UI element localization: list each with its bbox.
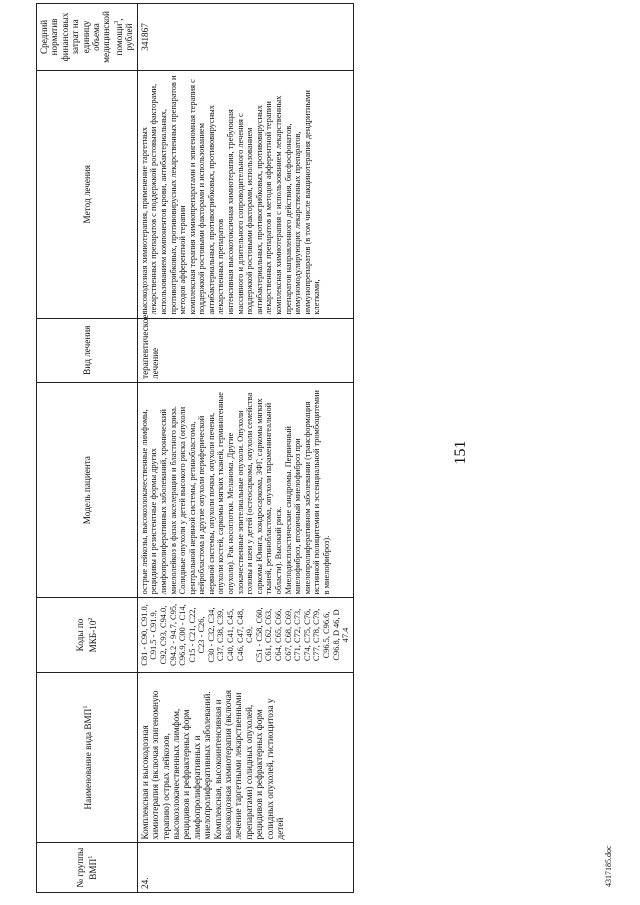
header-name <box>37 672 138 843</box>
method-part-2: комплексная терапия химиопрепаратами и эпигеномная терапия с поддержкой ростовыми факторами и использованием антибактериальных, противогрибковых, противовирусных лекарственных препаратов <box>187 79 226 315</box>
header-group <box>37 843 138 893</box>
header-codes-text: Коды по МКБ-10 <box>75 618 98 653</box>
header-name-sup: 1 <box>82 705 89 709</box>
header-method: Метод лечения <box>37 70 138 318</box>
cell-codes <box>137 598 353 672</box>
cell-name: Комплексная и высокодозная химиотерапия (включая эпигеномную терапию) острых лейкозов, высокозлокачественных лимфом, рецидивов и рефрактерных форм лимфопролиферативных и миелопролиферативных заболеваний. Комплексная, высокоинтенсивная и высокодозная химиотерапия (включая лечение таргетными лекарственными препаратами) солидных опухолей, рецидивов и рефрактерных форм солидных опухолей, гистиоцитоза у детей <box>137 672 353 843</box>
header-cost-unit: , рублей <box>113 18 135 51</box>
method-part-3: интенсивная высокотоксичная химиотерапия, требующая массивного и длительного сопроводительного лечения с поддержкой ростовыми факторами, использованием антибактериальных, противогрибковых, противовирусных лекарственных препаратов и методов афферентной терапии <box>226 101 274 315</box>
model-part-2: Миелодиспластические синдромы. Первичный миелофиброз, вторичный миелофиброз при миелопролиферативном заболевании (трансформация истинной полицитемии и эссенциальной тромбоцитемии в миелофиброз). <box>283 390 331 595</box>
cell-cost: 341867 <box>137 4 353 71</box>
header-codes-sup: 2 <box>87 617 94 621</box>
document-id: 4317185.doc <box>604 845 613 887</box>
table-row <box>137 4 353 893</box>
header-cost-sup: 3 <box>113 20 120 24</box>
method-part-4: комплексная химиотерапия с использованием лекарственных препаратов направленного действия, бисфосфонатов, иммуномодулирующих лекарственных препаратов, иммунопрепаратов (в том числе вакцинотерапия дендритными клетками, <box>274 90 322 315</box>
page-number: 151 <box>452 440 469 465</box>
header-type: Вид лечения <box>37 318 138 382</box>
header-group-sup: 1 <box>87 855 94 859</box>
codes-part-2: C30 - C32, C34, C37, C38, C39, C40, C41, C45, C46, C47, C48, C49, <box>206 607 255 663</box>
cell-model <box>137 382 353 597</box>
header-cost-text: Средний норматив финансовых затрат на единицу объема медицинской помощи <box>39 11 124 63</box>
cell-group: 24. <box>137 843 353 893</box>
header-cost <box>37 4 138 71</box>
cell-method <box>137 70 353 318</box>
vmp-table <box>36 3 354 893</box>
header-model: Модель пациента <box>37 382 138 597</box>
model-part-1: острые лейкозы, высокозлокачественные лимфомы, рецидивы и резистентные формы других лимфопролиферативных заболеваний, хронический миелолейкоз в фазах акселерации и бластного криза. Солидные опухоли у детей высокого риска (опухоли центральной нервной системы, ретинобластома, нейробластома и другие опухоли периферической нервной системы, опухоли почки, опухоли печени, опухоли костей, саркомы мягких тканей, герминогенные опухоли). Рак носоглотки. Меланома. Другие злокачественные эпителиальные опухоли. Опухоли головы и шеи у детей (остеосаркома, опухоли семейства саркомы Юинга, хондросаркома, ЗФГ, саркомы мягких тканей, ретинобластома, опухоли параменингеальной области). Высокий риск. <box>139 392 284 595</box>
header-name-text: Наименование вида ВМП <box>82 708 93 810</box>
header-codes <box>37 598 138 672</box>
codes-part-3: C51 - C58, C60, C61, C62, C63, C64, C65, C66, C67, C68, C69, C71, C72, C73, C74, C75, C76, C77, C78, C79, C96.5, C96.6, C96.8, D 46, D 47.4 <box>254 607 351 663</box>
header-group-text: № группы ВМП <box>75 847 98 888</box>
codes-part-1: C81 - C90, C91.0, C91.5 - C91.9, C92, C93, C94.0, C94.2 - 94.7, C95, C96.9, C00 - C14, C15 - C21, C22, C23 - C26, <box>139 603 207 667</box>
table-header-row <box>37 4 138 893</box>
cell-type: терапевтическое лечение <box>137 318 353 382</box>
method-part-1: высокодозная химиотерапия, применение таргетных лекарственных препаратов с поддержкой ростовыми факторами, использованием компонентов крови, антибактериальных, противогрибковых, противовирусных лекарственных препаратов и методов афферентной терапии <box>139 75 188 315</box>
